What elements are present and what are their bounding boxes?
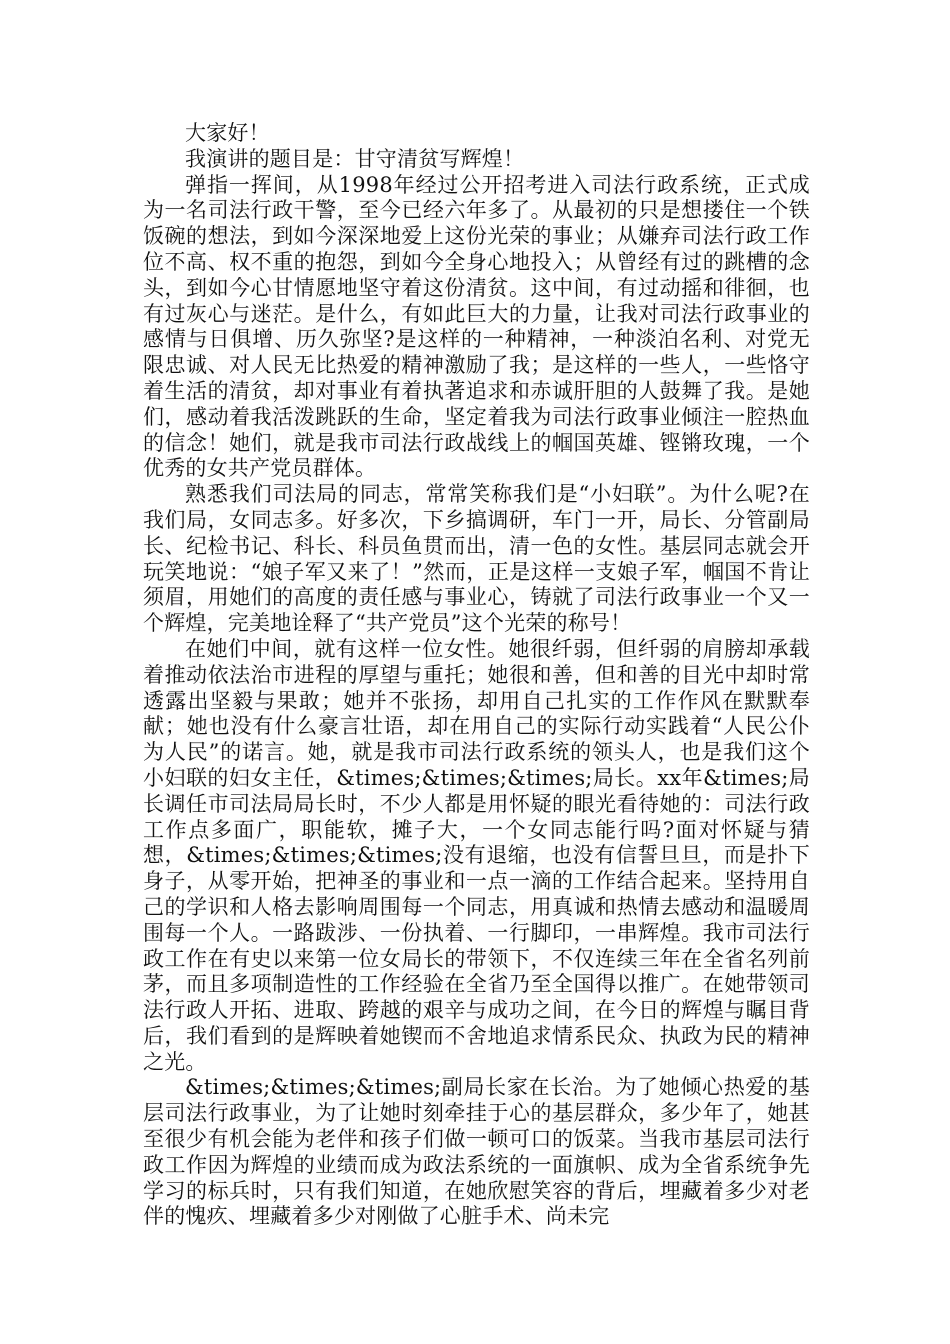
greeting: 大家好！ [185, 121, 270, 145]
paragraph: 在她们中间，就有这样一位女性。她很纤弱，但纤弱的肩膀却承载着推动依法治市进程的厚望与重托；她很和善，但和善的目光中却时常透露出坚毅与果敢；她并不张扬，却用自己扎实的工作作风在默默奉献；她也没有什么豪言壮语，却在用自己的实际行动实践着“人民公仆为人民”的诺言。她，就是我市司法行政系统的领头人，也是我们这个小妇联的妇女主任，&times;&times;&times;局长。xx年&times;局长调任市司法局局长时，不少人都是用怀疑的眼光看待她的：司法行政工作点多面广，职能软，摊子大，一个女同志能行吗?面对怀疑与猜想，&times;&times;&times;没有退缩，也没有信誓旦旦，而是扑下身子，从零开始，把神圣的事业和一点一滴的工作结合起来。坚持用自己的学识和人格去影响周围每一个同志，用真诚和热情去感动和温暖周围每一个人。一路跋涉、一份执着、一行脚印，一串辉煌。我市司法行政工作在有史以来第一位女局长的带领下，不仅连续三年在全省名列前茅，而且多项制造性的工作经验在全省乃至全国得以推广。在她带领司法行政人开拓、进取、跨越的艰辛与成功之间，在今日的辉煌与瞩目背后，我们看到的是辉映着她锲而不舍地追求情系民众、执政为民的精神之光。 [143, 636, 810, 1074]
document-body [143, 121, 810, 1230]
paragraph: &times;&times;&times;副局长家在长治。为了她倾心热爱的基层司法行政事业，为了让她时刻牵挂于心的基层群众，多少年了，她甚至很少有机会能为老伴和孩子们做一顿可口的饭菜。当我市基层司法行政工作因为辉煌的业绩而成为政法系统的一面旗帜、成为全省系统争先学习的标兵时，只有我们知道，在她欣慰笑容的背后，埋藏着多少对老伴的愧疚、埋藏着多少对刚做了心脏手术、尚未完 [143, 1075, 810, 1229]
paragraph: 弹指一挥间，从1998年经过公开招考进入司法行政系统，正式成为一名司法行政干警，至今已经六年多了。从最初的只是想搂住一个铁饭碗的想法，到如今深深地爱上这份光荣的事业；从嫌弃司法行政工作位不高、权不重的抱怨，到如今全身心地投入；从曾经有过的跳槽的念头，到如今心甘情愿地坚守着这份清贫。这中间，有过动摇和徘徊，也有过灰心与迷茫。是什么，有如此巨大的力量，让我对司法行政事业的感情与日俱增、历久弥坚?是这样的一种精神，一种淡泊名利、对党无限忠诚、对人民无比热爱的精神激励了我；是这样的一些人，一些恪守着生活的清贫，却对事业有着执著追求和赤诚肝胆的人鼓舞了我。是她们，感动着我活泼跳跃的生命，坚定着我为司法行政事业倾注一腔热血的信念！她们，就是我市司法行政战线上的帼国英雄、铿锵玫瑰，一个优秀的女共产党员群体。 [143, 172, 810, 481]
paragraph: 熟悉我们司法局的同志，常常笑称我们是“小妇联”。为什么呢?在我们局，女同志多。好多次，下乡搞调研，车门一开，局长、分管副局长、纪检书记、科长、科员鱼贯而出，清一色的女性。基层同志就会开玩笑地说：“娘子军又来了！”然而，正是这样一支娘子军，帼国不肯让须眉，用她们的高度的责任感与事业心，铸就了司法行政事业一个又一个辉煌，完美地诠释了“共产党员”这个光荣的称号！ [143, 482, 810, 636]
speech-title: 我演讲的题目是：甘守清贫写辉煌！ [185, 146, 525, 171]
